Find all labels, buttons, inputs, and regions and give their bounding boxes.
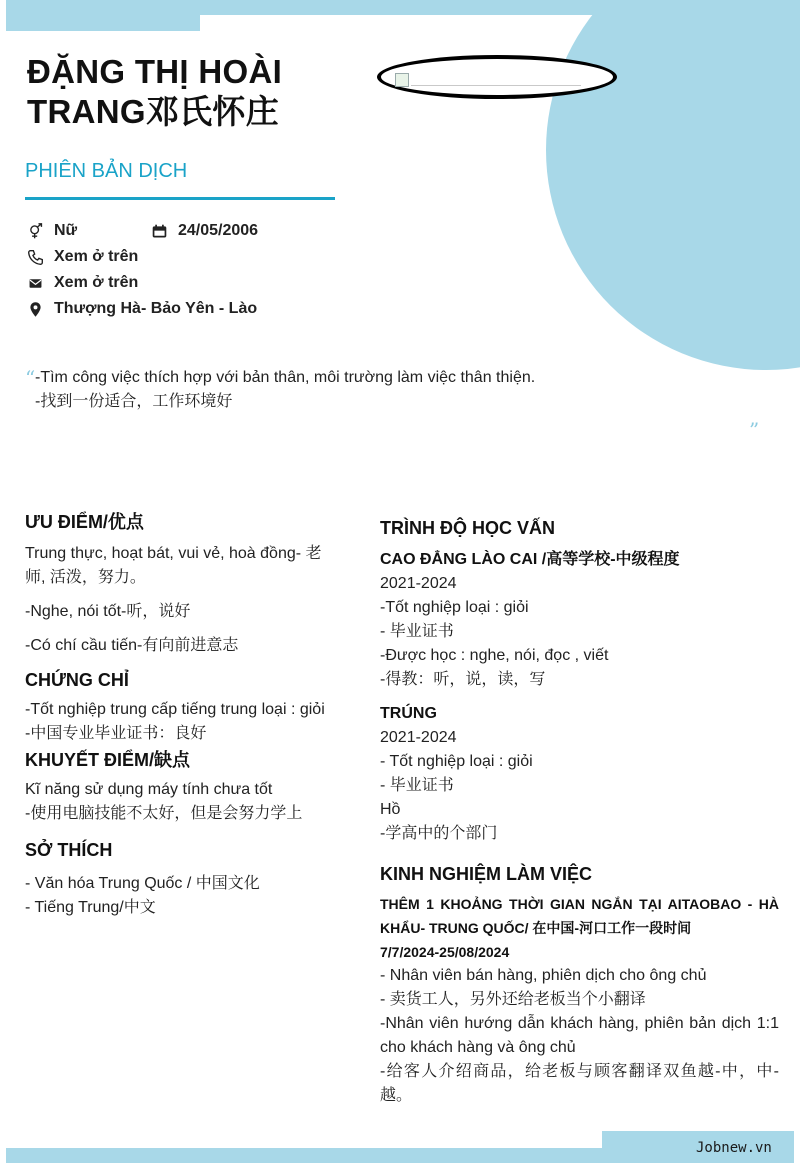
info-phone [27,248,138,266]
job-detail: -给客人介绍商品，给老板与顾客翻译双鱼越-中，中-越。 [380,1063,779,1104]
school-detail: -学高中的个部门 [380,825,498,842]
left-column [25,510,335,920]
certificates-item: -中国专业毕业证书：良好 [25,725,207,742]
top-decor-band-left [6,0,200,31]
objective-line-1: -Tìm công việc thích hợp với bản thân, môi trường làm việc thân thiện. [35,369,536,386]
weaknesses-item: -使用电脑技能不太好，但是会努力学上 [25,805,303,822]
phone-text: Xem ở trên [54,248,139,265]
school-detail: -Được học : nghe, nói, đọc , viết [380,647,609,664]
school-years: 2021-2024 [380,729,457,746]
career-objective [35,366,535,414]
strengths-item: -Nghe, nói tốt-听，说好 [25,603,191,620]
job-detail: - Nhân viên bán hàng, phiên dịch cho ông chủ [380,967,707,984]
school-years: 2021-2024 [380,575,457,592]
info-email [27,274,138,292]
quote-close-mark: ” [749,418,760,442]
school-name: CAO ĐẲNG LÀO CAI /高等学校-中级程度 [380,551,680,568]
certificates-heading: CHỨNG CHỈ [25,670,129,690]
brand-watermark: Jobnew.vn [696,1140,772,1156]
photo-placeholder-line [411,85,581,86]
job-detail: - 卖货工人，另外还给老板当个小翻译 [380,991,646,1008]
name-line-1: ĐẶNG THỊ HOÀI [27,53,283,90]
hobbies-item: - Văn hóa Trung Quốc / 中国文化 [25,875,260,892]
email-icon [27,275,44,292]
right-column [380,516,779,1108]
position-title: PHIÊN BẢN DỊCH [25,160,188,182]
job-dates: 7/7/2024-25/08/2024 [380,944,510,960]
strengths-heading: ƯU ĐIỂM/优点 [25,512,144,532]
school-detail: -得教：听，说，读，写 [380,671,546,688]
profile-photo [377,55,617,99]
certificates-item: -Tốt nghiệp trung cấp tiếng trung loại : giỏi [25,701,325,718]
hobbies-item: - Tiếng Trung/中文 [25,899,156,916]
job-title: THÊM 1 KHOẢNG THỜI GIAN NGẮN TẠI AITAOBAO - HÀ KHẨU- TRUNG QUỐC/ 在中国-河口工作一段时间 [380,896,779,936]
objective-line-2: -找到一份适合，工作环境好 [35,393,233,410]
info-birthdate [151,222,258,240]
school-detail: - 毕业证书 [380,623,454,640]
gender-icon [27,223,44,240]
hobbies-heading: SỞ THÍCH [25,840,113,860]
school-detail: - 毕业证书 [380,777,454,794]
school-detail: -Tốt nghiệp loại : giỏi [380,599,529,616]
address-text: Thượng Hà- Bảo Yên - Lào [54,300,258,317]
education-heading: TRÌNH ĐỘ HỌC VẤN [380,518,555,538]
job-detail: -Nhân viên hướng dẫn khách hàng, phiên bản dịch 1:1 cho khách hàng và ông chủ [380,1015,779,1056]
candidate-name [27,52,347,132]
strengths-item: Trung thực, hoạt bát, vui vẻ, hoà đồng- 老师, 活泼，努力。 [25,545,322,586]
school-detail: Hồ [380,801,401,818]
quote-open-mark: “ [25,366,36,390]
email-text: Xem ở trên [54,274,139,291]
birthdate-text: 24/05/2006 [178,222,259,239]
location-pin-icon [27,301,44,318]
phone-icon [27,249,44,266]
name-line-2: TRANG邓氏怀庄 [27,93,280,130]
info-gender [27,222,77,240]
info-address [27,300,257,318]
weaknesses-item: Kĩ năng sử dụng máy tính chưa tốt [25,781,273,798]
school-detail: - Tốt nghiệp loại : giỏi [380,753,533,770]
strengths-item: -Có chí cầu tiến-有向前进意志 [25,637,239,654]
experience-heading: KINH NGHIỆM LÀM VIỆC [380,864,593,884]
broken-image-icon [395,73,409,87]
weaknesses-heading: KHUYẾT ĐIỂM/缺点 [25,750,191,770]
school-name: TRÚNG [380,705,437,722]
gender-text: Nữ [54,222,78,239]
calendar-icon [151,223,168,240]
title-divider [25,197,335,200]
decor-circle [546,0,800,370]
